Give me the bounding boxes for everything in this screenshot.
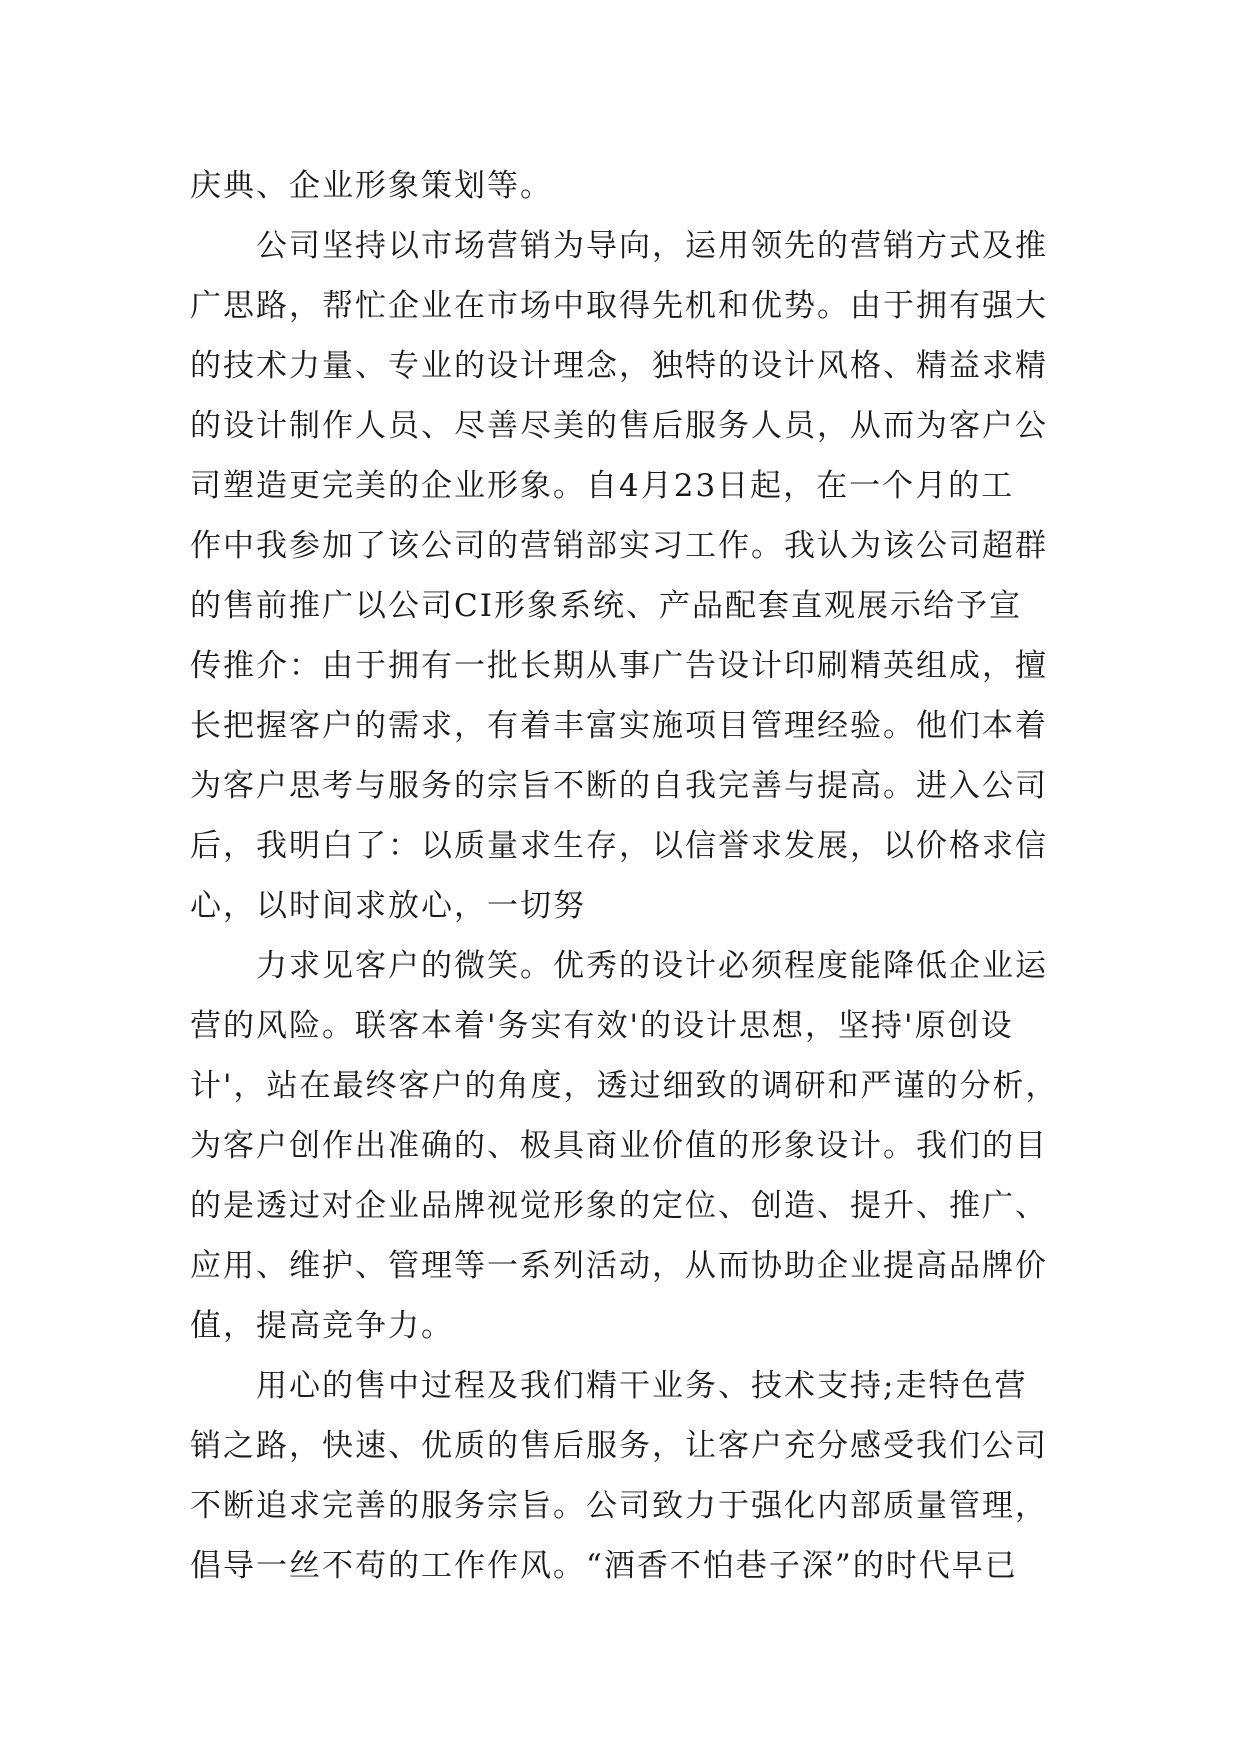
text-line: 销之路，快速、优质的售后服务，让客户充分感受我们公司 <box>190 1428 1048 1464</box>
text-line: 倡导一丝不苟的工作作风。“酒香不怕巷子深”的时代早已 <box>190 1548 1018 1584</box>
text-line: 不断追求完善的服务宗旨。公司致力于强化内部质量管理， <box>190 1488 1048 1524</box>
text-line: 作中我参加了该公司的营销部实习工作。我认为该公司超群 <box>190 528 1048 564</box>
paragraph <box>190 1356 1070 1596</box>
text-line: 为客户思考与服务的宗旨不断的自我完善与提高。进入公司 <box>190 768 1048 804</box>
text-line: 用心的售中过程及我们精干业务、技术支持;走特色营 <box>256 1368 1028 1404</box>
text-line: 后，我明白了：以质量求生存，以信誉求发展，以价格求信 <box>190 828 1048 864</box>
text-line: 计'，站在最终客户的角度，透过细致的调研和严谨的分析， <box>190 1068 1059 1104</box>
text-line: 的是透过对企业品牌视觉形象的定位、创造、提升、推广、 <box>190 1188 1048 1224</box>
text-line: 传推介：由于拥有一批长期从事广告设计印刷精英组成，擅 <box>190 648 1048 684</box>
text-line: 广思路，帮忙企业在市场中取得先机和优势。由于拥有强大 <box>190 288 1048 324</box>
text-line: 的售前推广以公司CI形象系统、产品配套直观展示给予宣 <box>190 588 1022 624</box>
text-line: 庆典、企业形象策划等。 <box>190 168 553 204</box>
text-line: 应用、维护、管理等一系列活动，从而协助企业提高品牌价 <box>190 1248 1048 1284</box>
text-line: 司塑造更完美的企业形象。自4月23日起，在一个月的工 <box>190 468 1015 504</box>
text-line: 为客户创作出准确的、极具商业价值的形象设计。我们的目 <box>190 1128 1048 1164</box>
text-line: 的设计制作人员、尽善尽美的售后服务人员，从而为客户公 <box>190 408 1048 444</box>
text-line: 公司坚持以市场营销为导向，运用领先的营销方式及推 <box>256 228 1048 264</box>
body-text <box>190 156 1070 1596</box>
paragraph <box>190 216 1070 936</box>
text-line: 的技术力量、专业的设计理念，独特的设计风格、精益求精 <box>190 348 1048 384</box>
paragraph <box>190 936 1070 1356</box>
text-line: 力求见客户的微笑。优秀的设计必须程度能降低企业运 <box>256 948 1048 984</box>
paragraph-continuation <box>190 156 1070 216</box>
text-line: 心，以时间求放心，一切努 <box>190 888 586 924</box>
text-line: 值，提高竞争力。 <box>190 1308 454 1344</box>
text-line: 长把握客户的需求，有着丰富实施项目管理经验。他们本着 <box>190 708 1048 744</box>
text-line: 营的风险。联客本着'务实有效'的设计思想，坚持'原创设 <box>190 1008 1014 1044</box>
